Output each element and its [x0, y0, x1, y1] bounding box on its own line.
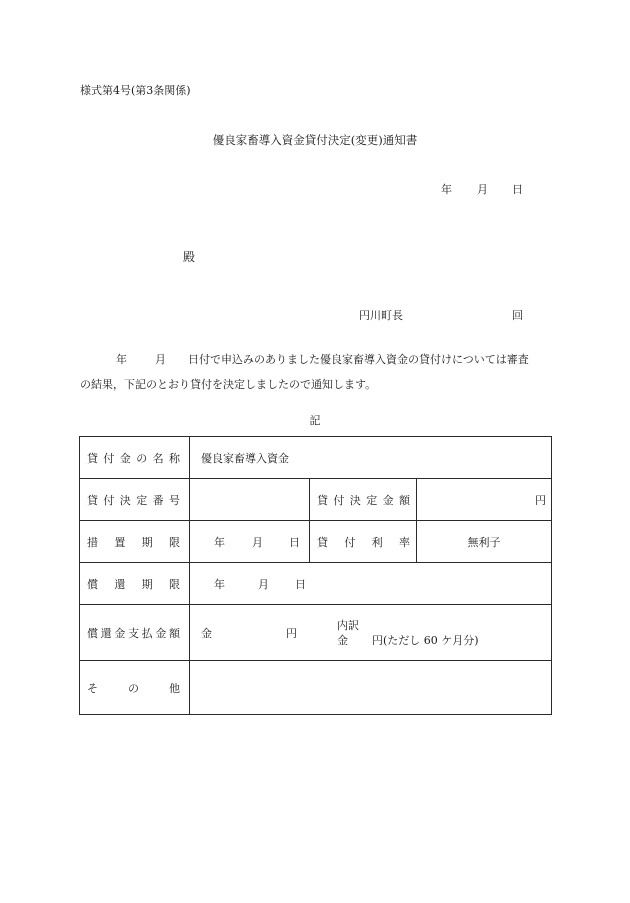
table-row-payment — [80, 605, 552, 661]
loan-name-value: 優良家畜導入資金 — [190, 437, 552, 479]
payment-label-cell — [80, 605, 190, 661]
period-label-cell — [80, 521, 190, 563]
table-row-repay — [80, 563, 552, 605]
decision-no-label-cell — [80, 479, 190, 521]
table-row-period — [80, 521, 552, 563]
form-number: 様式第4号(第3条関係) — [80, 84, 191, 97]
repay-date-cell — [190, 563, 552, 605]
body-line-1-text: 日付で申込みのありました優良家畜導入資金の貸付けについては審査 — [188, 353, 529, 366]
document-title: 優良家畜導入資金貸付決定(変更)通知書 — [212, 133, 418, 147]
rate-label-cell — [310, 521, 417, 563]
repay-year: 年 — [214, 577, 225, 591]
date-month: 月 — [477, 183, 488, 196]
loan-decision-table — [79, 436, 552, 715]
period-label: 措置期限 — [87, 535, 180, 549]
decision-amount-label-cell — [310, 479, 417, 521]
breakdown-label: 内訳 — [337, 619, 359, 632]
rate-value: 無利子 — [417, 521, 552, 563]
other-label: その他 — [87, 681, 180, 695]
other-label-cell — [80, 661, 190, 715]
body-line-1 — [80, 351, 529, 367]
repay-label: 償還期限 — [87, 577, 180, 591]
ki-heading: 記 — [309, 414, 321, 427]
period-day: 日 — [289, 535, 300, 549]
body-month: 月 — [155, 353, 166, 366]
payment-kin: 金 — [201, 627, 212, 640]
breakdown-kin: 金 — [337, 634, 348, 647]
period-date-cell — [190, 521, 310, 563]
decision-no-value — [190, 479, 310, 521]
rate-label: 貸付利率 — [317, 535, 410, 549]
decision-amount-label: 貸付決定金額 — [317, 493, 410, 507]
period-month: 月 — [252, 535, 263, 549]
body-line-2: の結果，下記のとおり貸付を決定しましたので通知します。 — [80, 378, 377, 391]
date-year: 年 — [441, 183, 452, 196]
payment-label: 償還金支払金額 — [87, 626, 180, 640]
decision-no-label: 貸付決定番号 — [87, 493, 180, 507]
table-row-loan-name — [80, 437, 552, 479]
issuer-name: 円川町長 — [359, 309, 403, 322]
breakdown-detail: 円(ただし 60 ケ月分) — [372, 634, 479, 647]
payment-value-cell — [190, 605, 552, 661]
other-value — [190, 661, 552, 715]
table-row-decision — [80, 479, 552, 521]
date-day: 日 — [512, 183, 523, 196]
addressee-honorific: 殿 — [183, 250, 196, 264]
table-row-other — [80, 661, 552, 715]
repay-label-cell — [80, 563, 190, 605]
payment-yen: 円 — [286, 627, 297, 640]
loan-name-label-cell — [80, 437, 190, 479]
period-year: 年 — [214, 535, 225, 549]
body-year: 年 — [116, 353, 127, 366]
repay-month: 月 — [258, 577, 269, 591]
repay-day: 日 — [295, 577, 306, 591]
decision-amount-unit: 円 — [417, 479, 552, 521]
seal-mark: 回 — [512, 309, 523, 322]
loan-name-label: 貸付金の名称 — [87, 451, 180, 465]
